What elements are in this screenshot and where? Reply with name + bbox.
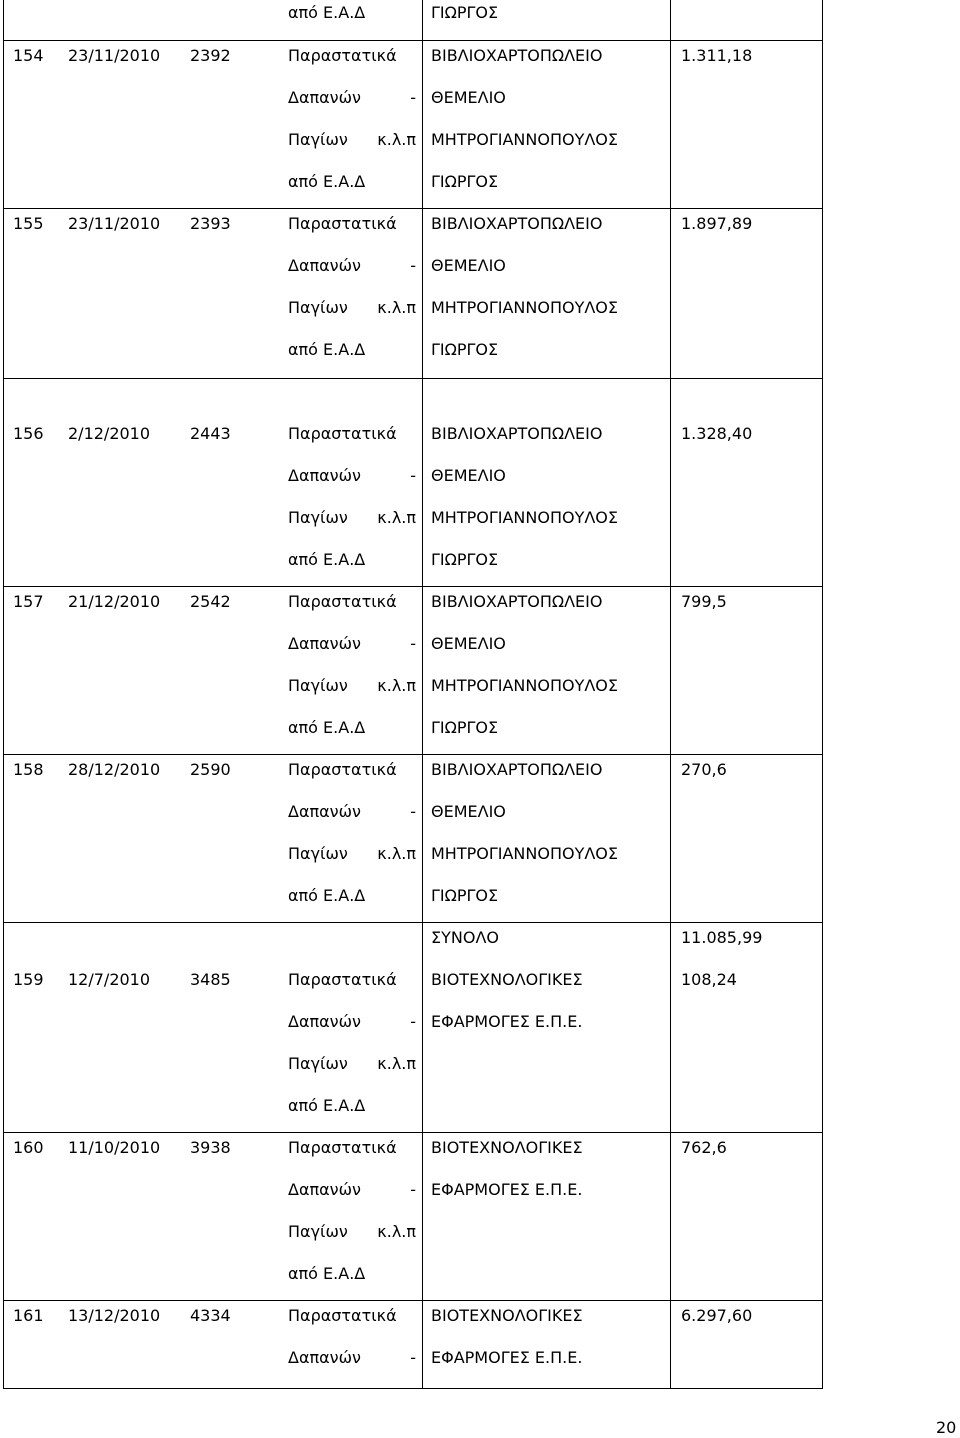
- total-value: 11.085,99: [681, 928, 763, 947]
- row-description: [288, 1306, 416, 1390]
- description-part: Παραστατικά: [288, 760, 397, 779]
- description-part: Παραστατικά: [288, 214, 397, 233]
- description-part: από Ε.Α.Δ: [288, 550, 366, 569]
- row-separator: [4, 922, 822, 923]
- row-separator: [4, 40, 822, 41]
- row-number: 158: [13, 760, 44, 779]
- row-amount: 1.897,89: [681, 214, 753, 233]
- supplier-line: ΓΙΩΡΓΟΣ: [431, 886, 499, 905]
- description-part: -: [410, 88, 416, 107]
- description-part: κ.λ.π: [377, 130, 416, 149]
- row-supplier: [431, 970, 583, 1054]
- description-part: Δαπανών: [288, 88, 361, 107]
- supplier-line: ΘΕΜΕΛΙΟ: [431, 466, 506, 485]
- supplier-line: ΕΦΑΡΜΟΓΕΣ Ε.Π.Ε.: [431, 1180, 583, 1199]
- description-part: κ.λ.π: [377, 1222, 416, 1241]
- page-number: 20: [936, 1418, 957, 1437]
- row-document-id: 2590: [190, 760, 231, 779]
- row-document-id: 4334: [190, 1306, 231, 1325]
- description-part: κ.λ.π: [377, 298, 416, 317]
- row-supplier: [431, 424, 618, 592]
- description-part: Παραστατικά: [288, 592, 397, 611]
- description-part: Δαπανών: [288, 256, 361, 275]
- row-number: 159: [13, 970, 44, 989]
- row-date: 13/12/2010: [68, 1306, 161, 1325]
- description-part: -: [410, 1180, 416, 1199]
- row-document-id: 3938: [190, 1138, 231, 1157]
- supplier-line: ΜΗΤΡΟΓΙΑΝΝΟΠΟΥΛΟΣ: [431, 130, 619, 149]
- description-part: -: [410, 634, 416, 653]
- description-part: κ.λ.π: [377, 676, 416, 695]
- row-supplier: [431, 46, 618, 214]
- supplier-line: ΕΦΑΡΜΟΓΕΣ Ε.Π.Ε.: [431, 1012, 583, 1031]
- description-part: Παραστατικά: [288, 1306, 397, 1325]
- row-amount: 6.297,60: [681, 1306, 753, 1325]
- description-part: Δαπανών: [288, 634, 361, 653]
- row-date: 28/12/2010: [68, 760, 161, 779]
- description-part: από Ε.Α.Δ: [288, 340, 366, 359]
- supplier-line: ΕΦΑΡΜΟΓΕΣ Ε.Π.Ε.: [431, 1348, 583, 1367]
- row-separator: [4, 378, 822, 379]
- row-description: [288, 760, 416, 928]
- description-part: Δαπανών: [288, 466, 361, 485]
- description-part: Δαπανών: [288, 1348, 361, 1367]
- supplier-line: ΓΙΩΡΓΟΣ: [431, 718, 499, 737]
- row-document-id: 2443: [190, 424, 231, 443]
- row-amount: 108,24: [681, 970, 737, 989]
- supplier-continuation: ΓΙΩΡΓΟΣ: [431, 3, 499, 22]
- row-description: [288, 214, 416, 382]
- row-date: 21/12/2010: [68, 592, 161, 611]
- description-part: Παγίων: [288, 298, 348, 317]
- supplier-line: ΒΙΒΛΙΟΧΑΡΤΟΠΩΛΕΙΟ: [431, 760, 603, 779]
- description-part: Παγίων: [288, 1222, 348, 1241]
- description-part: από Ε.Α.Δ: [288, 1096, 366, 1115]
- supplier-line: ΘΕΜΕΛΙΟ: [431, 634, 506, 653]
- description-part: κ.λ.π: [377, 1054, 416, 1073]
- description-part: -: [410, 256, 416, 275]
- supplier-line: ΘΕΜΕΛΙΟ: [431, 88, 506, 107]
- row-number: 156: [13, 424, 44, 443]
- row-amount: 1.311,18: [681, 46, 753, 65]
- supplier-line: ΜΗΤΡΟΓΙΑΝΝΟΠΟΥΛΟΣ: [431, 298, 619, 317]
- supplier-line: ΒΙΒΛΙΟΧΑΡΤΟΠΩΛΕΙΟ: [431, 46, 603, 65]
- supplier-line: ΒΙΟΤΕΧΝΟΛΟΓΙΚΕΣ: [431, 1306, 583, 1325]
- description-part: Παγίων: [288, 130, 348, 149]
- row-number: 161: [13, 1306, 44, 1325]
- row-amount: 1.328,40: [681, 424, 753, 443]
- description-part: Δαπανών: [288, 1180, 361, 1199]
- row-date: 23/11/2010: [68, 214, 161, 233]
- row-description: [288, 1138, 416, 1306]
- row-date: 23/11/2010: [68, 46, 161, 65]
- supplier-line: ΒΙΒΛΙΟΧΑΡΤΟΠΩΛΕΙΟ: [431, 592, 603, 611]
- description-part: από Ε.Α.Δ: [288, 886, 366, 905]
- description-part: Δαπανών: [288, 1012, 361, 1031]
- desc-continuation: από Ε.Α.Δ: [288, 3, 366, 22]
- supplier-line: ΓΙΩΡΓΟΣ: [431, 550, 499, 569]
- description-part: κ.λ.π: [377, 844, 416, 863]
- supplier-line: ΒΙΟΤΕΧΝΟΛΟΓΙΚΕΣ: [431, 970, 583, 989]
- row-supplier: [431, 1306, 583, 1390]
- row-separator: [4, 1300, 822, 1301]
- supplier-line: ΒΙΒΛΙΟΧΑΡΤΟΠΩΛΕΙΟ: [431, 424, 603, 443]
- description-part: -: [410, 1012, 416, 1031]
- description-part: -: [410, 1348, 416, 1367]
- row-description: [288, 970, 416, 1138]
- row-supplier: [431, 760, 618, 928]
- description-part: Παραστατικά: [288, 1138, 397, 1157]
- row-supplier: [431, 1138, 583, 1222]
- supplier-line: ΜΗΤΡΟΓΙΑΝΝΟΠΟΥΛΟΣ: [431, 676, 619, 695]
- row-number: 154: [13, 46, 44, 65]
- row-document-id: 2393: [190, 214, 231, 233]
- description-part: Παγίων: [288, 676, 348, 695]
- row-number: 160: [13, 1138, 44, 1157]
- description-part: κ.λ.π: [377, 508, 416, 527]
- description-part: Παραστατικά: [288, 970, 397, 989]
- row-amount: 799,5: [681, 592, 727, 611]
- description-part: Παγίων: [288, 1054, 348, 1073]
- supplier-line: ΓΙΩΡΓΟΣ: [431, 172, 499, 191]
- description-part: από Ε.Α.Δ: [288, 718, 366, 737]
- supplier-line: ΘΕΜΕΛΙΟ: [431, 256, 506, 275]
- row-amount: 762,6: [681, 1138, 727, 1157]
- description-part: Παραστατικά: [288, 46, 397, 65]
- row-number: 155: [13, 214, 44, 233]
- description-part: από Ε.Α.Δ: [288, 1264, 366, 1283]
- row-number: 157: [13, 592, 44, 611]
- description-part: -: [410, 802, 416, 821]
- row-separator: [4, 754, 822, 755]
- row-supplier: [431, 592, 618, 760]
- supplier-line: ΜΗΤΡΟΓΙΑΝΝΟΠΟΥΛΟΣ: [431, 844, 619, 863]
- supplier-line: ΘΕΜΕΛΙΟ: [431, 802, 506, 821]
- supplier-line: ΒΙΒΛΙΟΧΑΡΤΟΠΩΛΕΙΟ: [431, 214, 603, 233]
- description-part: Παγίων: [288, 844, 348, 863]
- supplier-line: ΒΙΟΤΕΧΝΟΛΟΓΙΚΕΣ: [431, 1138, 583, 1157]
- description-part: από Ε.Α.Δ: [288, 172, 366, 191]
- row-document-id: 3485: [190, 970, 231, 989]
- supplier-line: ΓΙΩΡΓΟΣ: [431, 340, 499, 359]
- description-part: -: [410, 466, 416, 485]
- row-description: [288, 592, 416, 760]
- expense-table: [3, 0, 823, 1389]
- row-date: 2/12/2010: [68, 424, 151, 443]
- row-document-id: 2392: [190, 46, 231, 65]
- description-part: Δαπανών: [288, 802, 361, 821]
- description-part: Παγίων: [288, 508, 348, 527]
- total-label: ΣΥΝΟΛΟ: [431, 928, 499, 947]
- row-document-id: 2542: [190, 592, 231, 611]
- row-separator: [4, 586, 822, 587]
- row-separator: [4, 1132, 822, 1133]
- row-separator: [4, 208, 822, 209]
- row-date: 11/10/2010: [68, 1138, 161, 1157]
- row-description: [288, 424, 416, 592]
- row-supplier: [431, 214, 618, 382]
- supplier-line: ΜΗΤΡΟΓΙΑΝΝΟΠΟΥΛΟΣ: [431, 508, 619, 527]
- row-description: [288, 46, 416, 214]
- row-date: 12/7/2010: [68, 970, 151, 989]
- row-amount: 270,6: [681, 760, 727, 779]
- description-part: Παραστατικά: [288, 424, 397, 443]
